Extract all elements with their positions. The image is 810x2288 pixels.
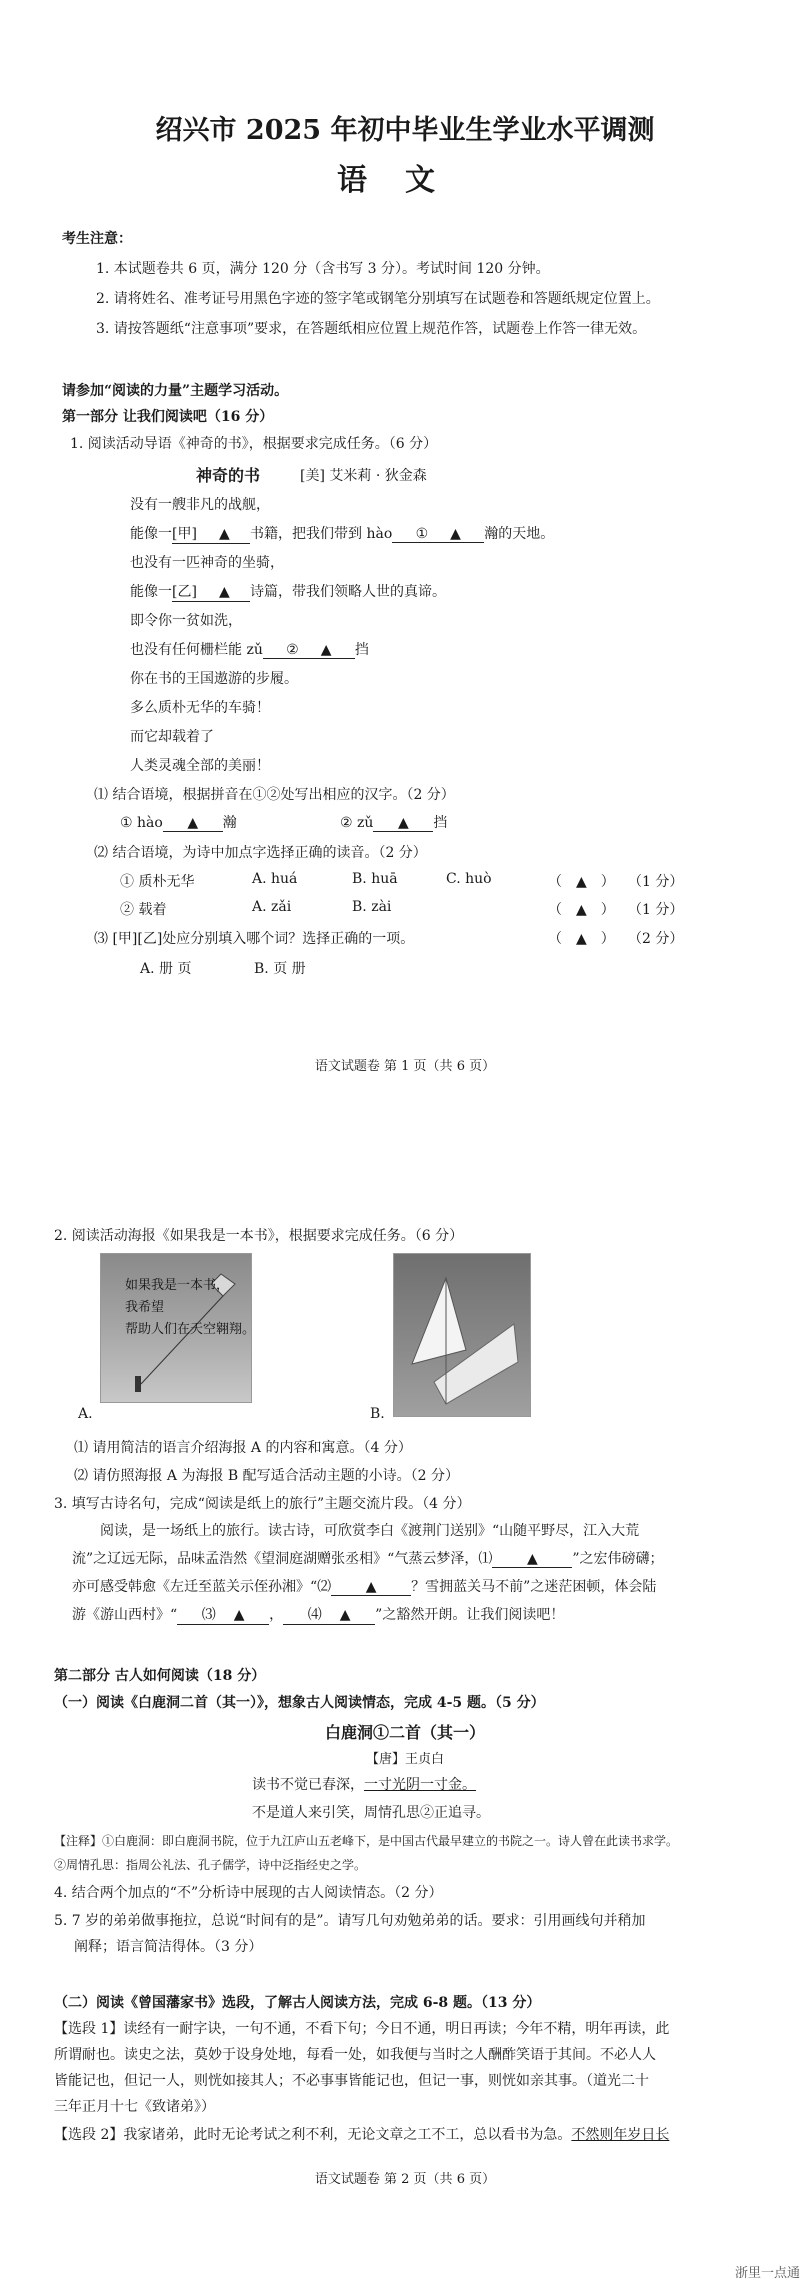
poem-line-4: 能像一[乙] ▲ 诗篇，带我们领略人世的真谛。 <box>130 581 446 602</box>
page-footer-2: 语文试题卷 第 2 页（共 6 页） <box>314 2172 496 2187</box>
poster-b-label: B. <box>370 1406 385 1422</box>
notice-heading: 考生注意： <box>62 231 132 247</box>
poem-line-5: 即令你一贫如洗， <box>130 613 242 629</box>
notice-item-2: 2. 请将姓名、准考证号用黑色字迹的签字笔或钢笔分别填写在试题卷和答题纸规定位置上。 <box>96 291 660 307</box>
q3-line-4: 游《游山西村》“ ⑶ ▲ ， ⑷ ▲ ”之豁然开朗。让我们阅读吧！ <box>72 1604 564 1625</box>
q2-sub1: ⑴ 请用简洁的语言介绍海报 A 的内容和寓意。（4 分） <box>74 1440 412 1456</box>
poem-line-7: 你在书的王国遨游的步履。 <box>130 671 298 687</box>
poem-title: 神奇的书 <box>196 466 261 485</box>
sub3-opt-b: B. 页 册 <box>254 961 306 977</box>
poster-a-line-1: 如果我是一本书， <box>125 1278 230 1293</box>
poem-line-10: 人类灵魂全部的美丽！ <box>130 758 270 774</box>
poster-a-line-2: 我希望 <box>125 1300 165 1315</box>
exam-title: 绍兴市 2025 年初中毕业生学业水平调测 <box>155 115 655 146</box>
notice-item-1: 1. 本试题卷共 6 页，满分 120 分（含书写 3 分）。考试时间 120 分钟。 <box>96 261 550 277</box>
poster-b-image <box>393 1253 531 1417</box>
q1-stem: 1. 阅读活动导语《神奇的书》，根据要求完成任务。（6 分） <box>70 436 438 452</box>
sec1-author: 【唐】王贞白 <box>365 1752 444 1767</box>
sel1-line-3: 皆能记也，但记一人，则恍如接其人；不必事事皆能记也，但记一事，则恍如亲其事。（道光二十 <box>54 2073 649 2089</box>
subject-title: 语文 <box>337 163 473 198</box>
q3-stem: 3. 填写古诗名句，完成“阅读是纸上的旅行”主题交流片段。（4 分） <box>54 1496 471 1512</box>
poster-a-image <box>100 1253 256 1403</box>
sec1-note-1: 【注释】①白鹿洞：即白鹿洞书院，位于九江庐山五老峰下，是中国古代最早建立的书院之一。诗人曾在此读书求学。 <box>54 1834 679 1848</box>
watermark: 浙里一点通 <box>734 2266 800 2281</box>
sub2-row1-opt-a: A. huá <box>252 871 298 887</box>
sec1-heading: （一）阅读《白鹿洞二首（其一）》，想象古人阅读情态，完成 4-5 题。（5 分） <box>54 1695 545 1711</box>
sub2-row1-opt-b: B. huā <box>352 871 398 887</box>
page-footer-1: 语文试题卷 第 1 页（共 6 页） <box>314 1059 496 1074</box>
sub3-score: （2 分） <box>628 931 684 947</box>
sec1-note-2: ②周情孔思：指周公礼法、孔子儒学，诗中泛指经史之学。 <box>54 1858 367 1872</box>
q1-sub1: ⑴ 结合语境，根据拼音在①②处写出相应的汉字。（2 分） <box>94 787 455 803</box>
sec2-heading: （二）阅读《曾国藩家书》选段，了解古人阅读方法，完成 6-8 题。（13 分） <box>54 1995 541 2011</box>
sub3-opt-a: A. 册 页 <box>140 961 192 977</box>
q1-sub1-a: ① hào ▲ 瀚 <box>120 815 237 831</box>
poster-a-label: A. <box>78 1406 93 1422</box>
poem-author: [美] 艾米莉 · 狄金森 <box>300 468 427 484</box>
poem-line-1: 没有一艘非凡的战舰， <box>130 497 270 513</box>
sub2-row1-opt-c: C. huò <box>446 871 492 887</box>
sel1-line-1: 【选段 1】读经有一耐字诀，一句不通，不看下句；今日不通，明日再读；今年不精，明年再读，此 <box>54 2021 670 2037</box>
q3-line-3: 亦可感受韩愈《左迁至蓝关示侄孙湘》“⑵ ▲ ？雪拥蓝关马不前”之迷茫困顿，体会陆 <box>72 1579 657 1595</box>
poem-line-3: 也没有一匹神奇的坐骑， <box>130 555 284 571</box>
q4: 4. 结合两个加点的“不”分析诗中展现的古人阅读情态。（2 分） <box>54 1885 443 1901</box>
sel1-line-4: 三年正月十七《致诸弟》） <box>54 2099 215 2115</box>
sub2-row1-score: （1 分） <box>628 874 684 890</box>
q2-stem: 2. 阅读活动海报《如果我是一本书》，根据要求完成任务。（6 分） <box>54 1228 464 1244</box>
sub2-row2-opt-a: A. zǎi <box>252 899 292 915</box>
sel2-line-1: 【选段 2】我家诸弟，此时无论考试之利不利，无论文章之工不工，总以看书为急。不然则年岁日长 <box>54 2127 670 2143</box>
poem-line-8: 多么质朴无华的车骑！ <box>130 700 270 716</box>
q5-line-1: 5. 7 岁的弟弟做事拖拉，总说“时间有的是”。请写几句劝勉弟弟的话。要求：引用画线句并稍加 <box>54 1913 646 1929</box>
poem-line-6: 也没有任何栅栏能 zǔ ② ▲ 挡 <box>130 642 369 658</box>
part1-heading: 第一部分 让我们阅读吧（16 分） <box>62 409 274 425</box>
poster-a-line-3: 帮助人们在天空翱翔。 <box>125 1322 256 1337</box>
book-mountain-illustration <box>394 1254 530 1416</box>
sec1-line-2: 不是道人来引笑，周情孔思②正追寻。 <box>252 1805 490 1821</box>
q3-line-2: 流”之辽远无际，品味孟浩然《望洞庭湖赠张丞相》“气蒸云梦泽，⑴ ▲ ”之宏伟磅礴； <box>72 1551 664 1567</box>
q3-line-1: 阅读，是一场纸上的旅行。读古诗，可欣赏李白《渡荆门送别》“山随平野尽，江入大荒 <box>100 1523 640 1539</box>
sel1-line-2: 所谓耐也。读史之法，莫妙于设身处地，每看一处，如我便与当时之人酬酢笑语于其间。不必人人 <box>54 2047 656 2063</box>
q1-sub2: ⑵ 结合语境，为诗中加点字选择正确的读音。（2 分） <box>94 845 427 861</box>
sub2-row1-word: ① 质朴无华 <box>120 874 195 890</box>
poem-line-2: 能像一[甲] ▲ 书籍，把我们带到 hào ① ▲ 瀚的天地。 <box>130 523 554 544</box>
sub2-row2-word: ② 载着 <box>120 902 167 918</box>
sub2-row2-opt-b: B. zài <box>352 899 392 915</box>
poem-line-9: 而它却载着了 <box>130 729 214 745</box>
intro-line: 请参加“阅读的力量”主题学习活动。 <box>62 383 289 399</box>
sec1-poem-title: 白鹿洞①二首（其一） <box>324 1723 485 1742</box>
q5-line-2: 阐释；语言简洁得体。（3 分） <box>74 1939 263 1955</box>
sub2-row2-score: （1 分） <box>628 902 684 918</box>
part2-heading: 第二部分 古人如何阅读（18 分） <box>54 1668 266 1684</box>
q2-sub2: ⑵ 请仿照海报 A 为海报 B 配写适合活动主题的小诗。（2 分） <box>74 1468 460 1484</box>
sec1-line-1: 读书不觉已春深，一寸光阴一寸金。 <box>252 1777 476 1793</box>
notice-item-3: 3. 请按答题纸“注意事项”要求，在答题纸相应位置上规范作答，试题卷上作答一律无效。 <box>96 321 647 337</box>
sub2-row1-answer: （ ▲ ） <box>548 874 615 890</box>
q1-sub3: ⑶ [甲][乙]处应分别填入哪个词？选择正确的一项。 <box>94 931 415 947</box>
sub2-row2-answer: （ ▲ ） <box>548 902 615 918</box>
sub3-answer: （ ▲ ） <box>548 931 615 947</box>
q1-sub1-b: ② zǔ ▲ 挡 <box>340 815 448 831</box>
